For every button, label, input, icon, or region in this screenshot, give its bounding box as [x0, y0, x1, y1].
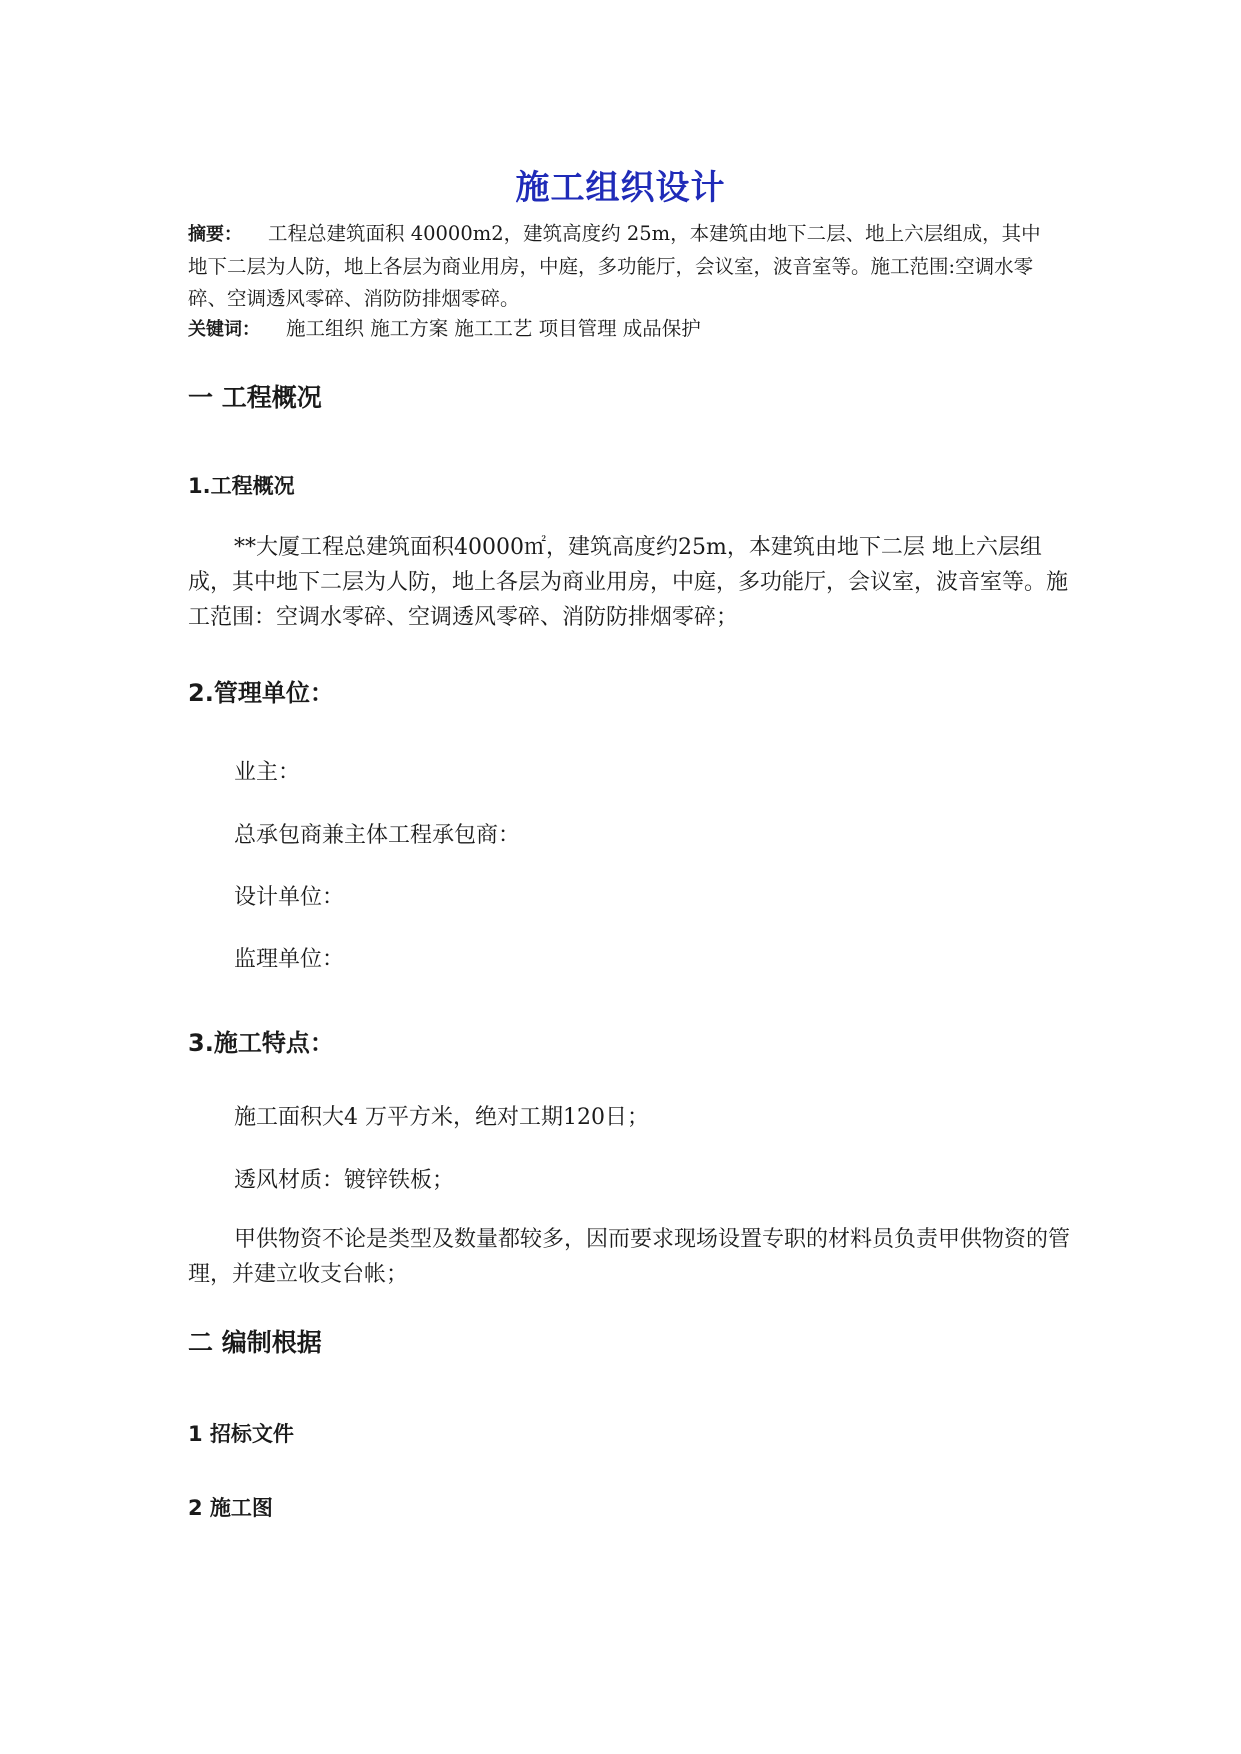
management-supervisor: 监理单位： [234, 947, 345, 972]
management-designer: 设计单位： [234, 885, 345, 910]
keywords-text: 施工组织 施工方案 施工工艺 项目管理 成品保护 [286, 317, 701, 340]
abstract-block [188, 218, 1058, 315]
features-paragraph: 甲供物资不论是类型及数量都较多，因而要求现场设置专职的材料员负责甲供物资的管理，并建立收支台帐； [188, 1227, 1071, 1287]
overview-paragraph: **大厦工程总建筑面积40000㎡，建筑高度约25m，本建筑由地下二层 地上六层组成，其中地下二层为人防，地上各层为商业用房，中庭，多功能厅，会议室，波音室等。施工范围：空调水零碎、空调透风零碎、消防防排烟零碎； [188, 535, 1069, 630]
management-owner: 业主： [234, 760, 301, 785]
subsection-heading-features: 3.施工特点： [188, 1029, 334, 1057]
subsection-heading-management: 2.管理单位： [188, 679, 334, 707]
document-title: 施工组织设计 [515, 168, 726, 208]
features-area: 施工面积大4 万平方米，绝对工期120日； [234, 1105, 649, 1130]
subsection-heading-tender: 1 招标文件 [188, 1422, 294, 1446]
section-heading-basis: 二 编制根据 [188, 1328, 322, 1357]
abstract-label: 摘要： [188, 224, 242, 245]
management-contractor: 总承包商兼主体工程承包商： [234, 823, 521, 848]
abstract-text: 工程总建筑面积 40000m2，建筑高度约 25m，本建筑由地下二层、地上六层组成，其中地下二层为人防，地上各层为商业用房，中庭，多功能厅，会议室，波音室等。施工范围:空调水零碎、空调透风零碎、消防防排烟零碎。 [188, 222, 1041, 310]
keywords-block [188, 313, 1058, 346]
subsection-heading-overview: 1.工程概况 [188, 474, 295, 498]
subsection-heading-drawings: 2 施工图 [188, 1496, 273, 1520]
keywords-label: 关键词： [188, 319, 260, 340]
features-material: 透风材质：镀锌铁板； [234, 1168, 455, 1193]
section-heading-overview: 一 工程概况 [188, 383, 322, 412]
